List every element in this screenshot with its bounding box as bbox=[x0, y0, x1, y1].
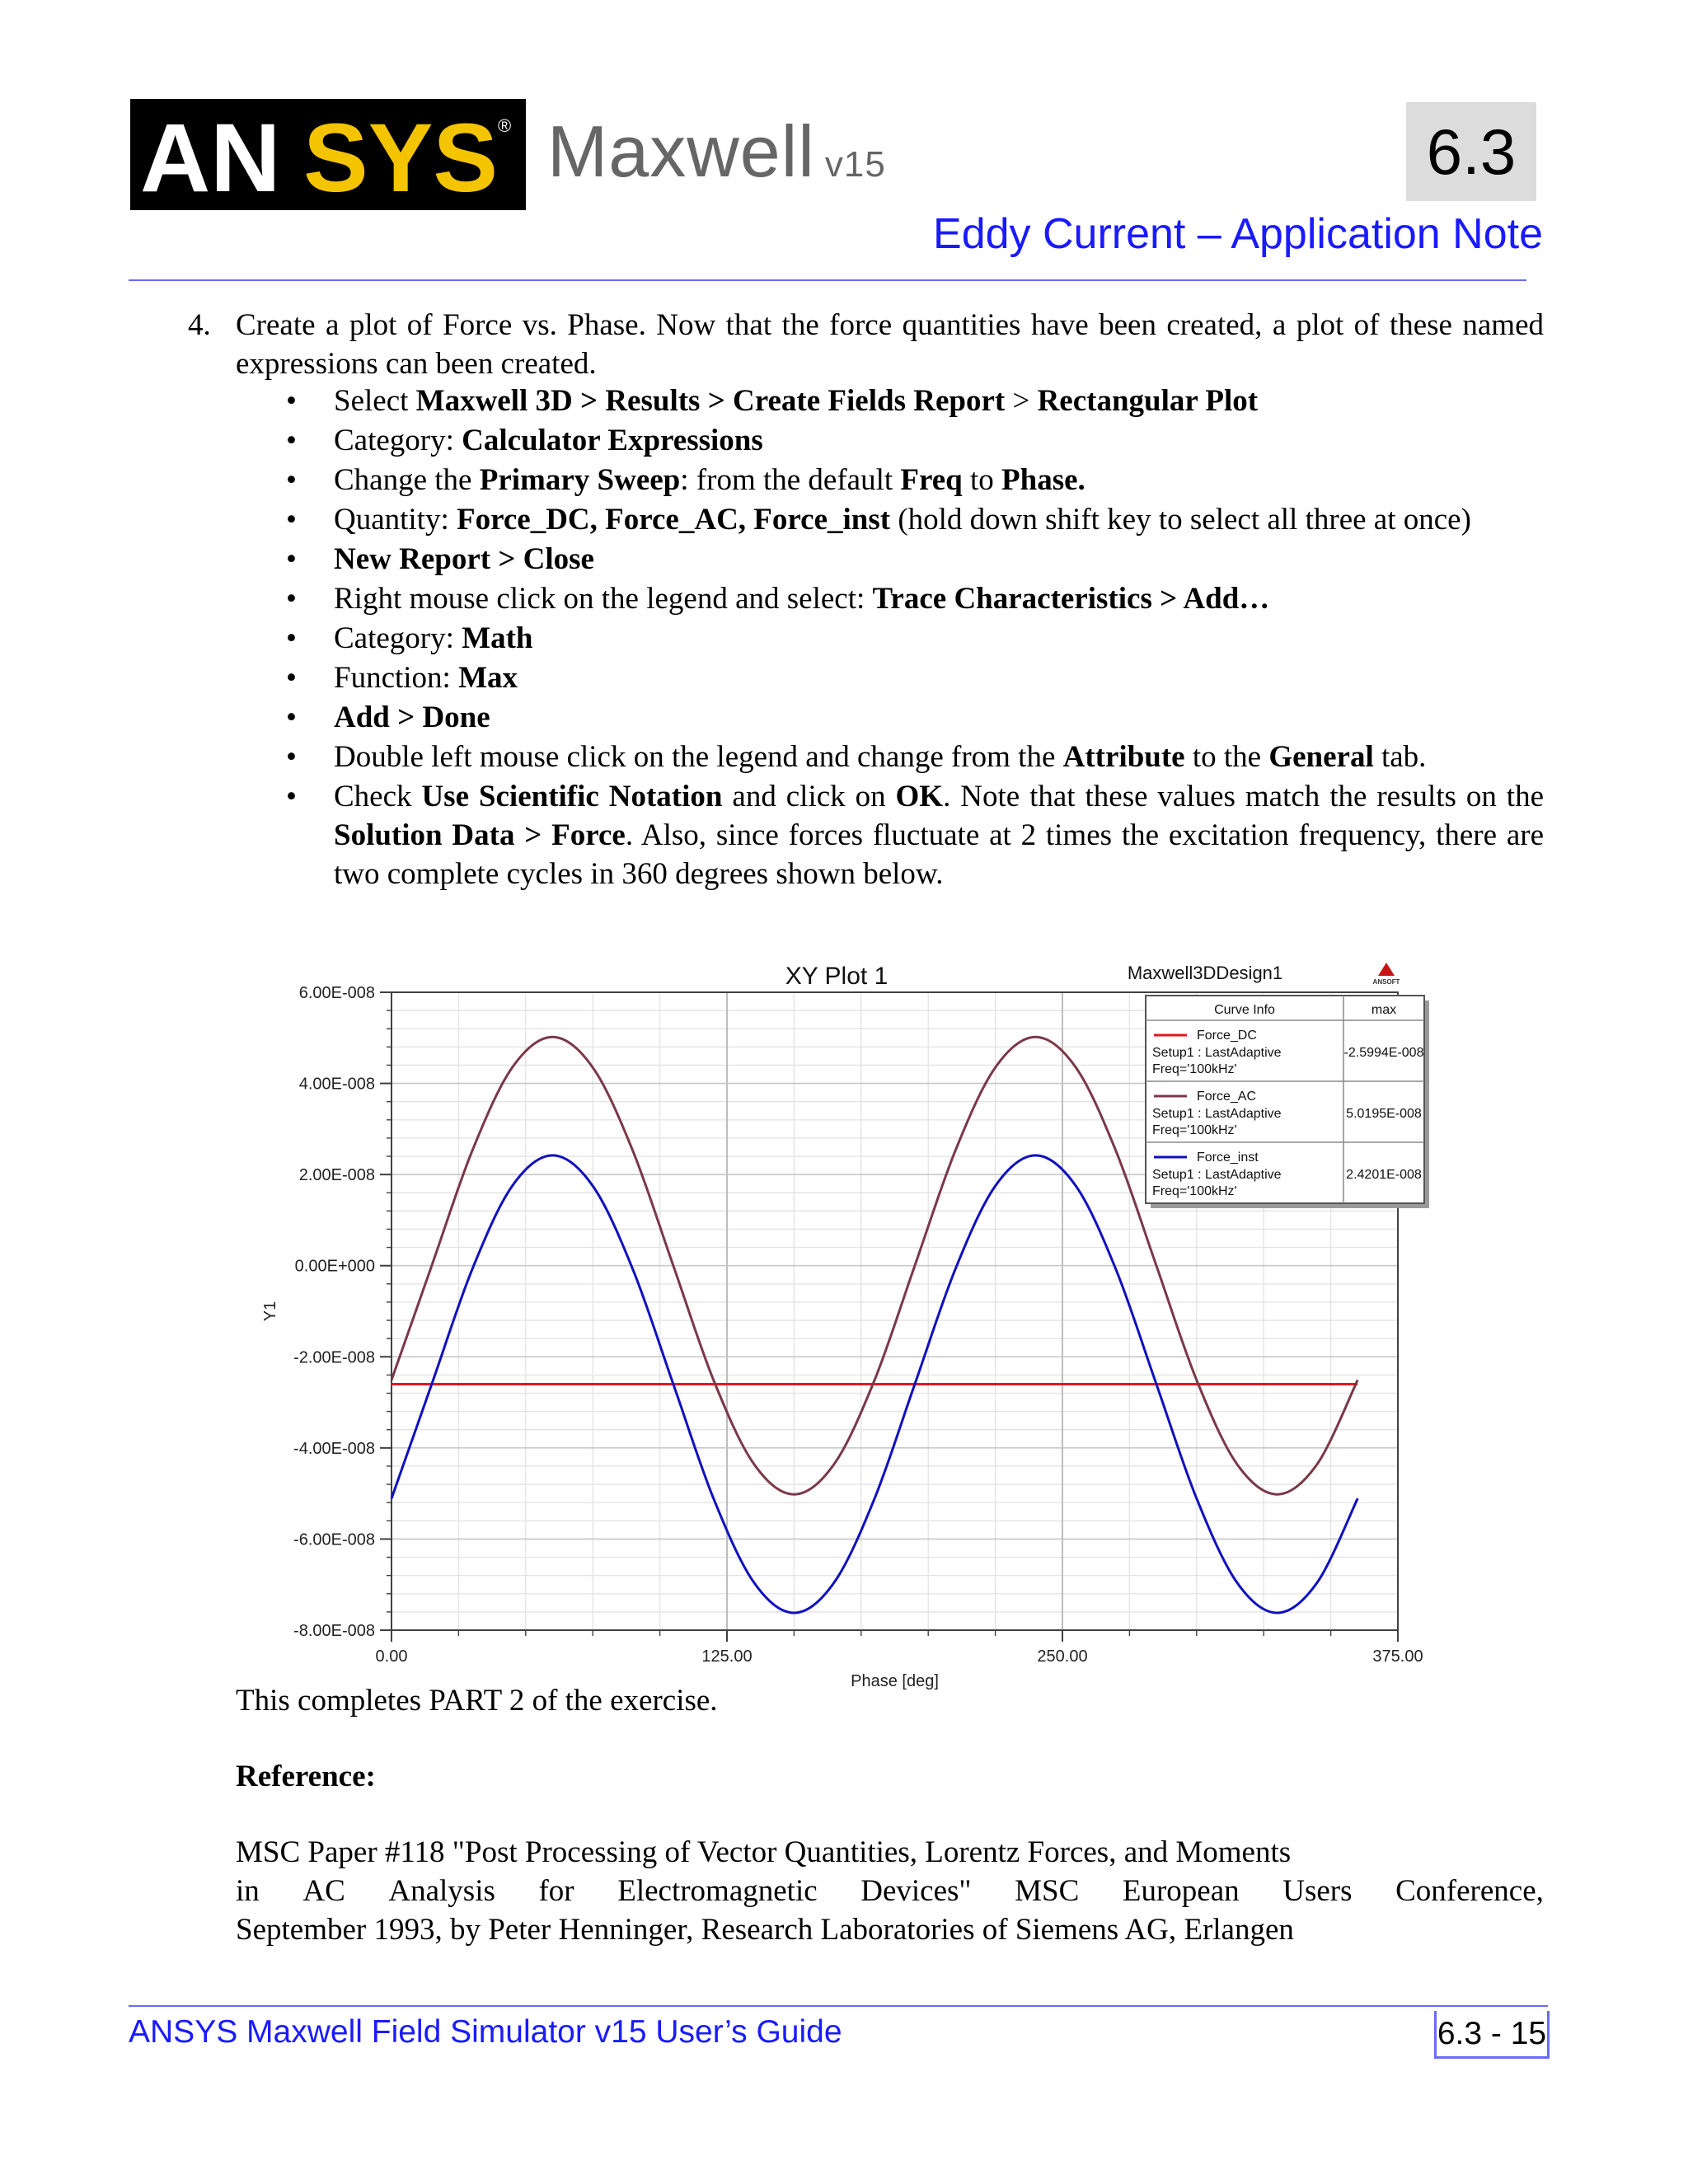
reference-word: AC bbox=[302, 1874, 345, 1908]
reference-word: in bbox=[236, 1874, 260, 1908]
instruction-text: Function: bbox=[334, 661, 459, 695]
x-tick-label: 125.00 bbox=[701, 1647, 753, 1666]
vendor-mark: ANSOFT bbox=[1372, 978, 1400, 986]
legend-series-name: Force_AC bbox=[1197, 1090, 1257, 1104]
bullet-icon: • bbox=[286, 542, 297, 576]
instruction-text: to the bbox=[1184, 740, 1269, 774]
instruction-text: : from the default bbox=[680, 463, 901, 497]
instruction-text: Attribute bbox=[1062, 740, 1185, 774]
instruction-text: to bbox=[962, 463, 1002, 497]
reference-word: MSC bbox=[1015, 1874, 1080, 1908]
page-number: 6.3 - 15 bbox=[1434, 2011, 1550, 2059]
application-note-title: Eddy Current – Application Note bbox=[933, 210, 1543, 258]
legend-series-setup: Setup1 : LastAdaptive bbox=[1152, 1046, 1282, 1060]
instruction-text: Double left mouse click on the legend and change from the bbox=[334, 740, 1063, 774]
step-text: Create a plot of Force vs. Phase. Now that the force quantities have been created, a plot of these named expressions can been created. bbox=[236, 308, 1544, 381]
bullet-icon: • bbox=[286, 621, 297, 655]
ansoft-logo-icon bbox=[1378, 963, 1395, 976]
legend-series-setup: Setup1 : LastAdaptive bbox=[1152, 1107, 1282, 1121]
legend-series-freq: Freq='100kHz' bbox=[1152, 1123, 1237, 1137]
instruction-item bbox=[284, 540, 1544, 579]
legend-series-setup: Setup1 : LastAdaptive bbox=[1152, 1168, 1282, 1182]
reference-word: Users bbox=[1282, 1874, 1353, 1908]
reference-word: Conference, bbox=[1395, 1874, 1544, 1908]
instruction-text: Add > Done bbox=[334, 701, 490, 734]
reference-line-3: September 1993, by Peter Henninger, Research Laboratories of Siemens AG, Erlangen bbox=[236, 1913, 1294, 1947]
instruction-text: (hold down shift key to select all three at once) bbox=[890, 503, 1471, 537]
bullet-icon: • bbox=[286, 701, 297, 734]
instruction-list bbox=[284, 382, 1544, 894]
reference-word: Electromagnetic bbox=[617, 1874, 818, 1908]
y-tick-label: -6.00E-008 bbox=[293, 1530, 375, 1549]
instruction-text: Trace Characteristics > Add… bbox=[872, 582, 1270, 616]
step-number: 4. bbox=[188, 308, 211, 342]
instruction-item bbox=[284, 698, 1544, 737]
header-divider bbox=[129, 279, 1526, 281]
product-version: v15 bbox=[824, 144, 886, 185]
instruction-item bbox=[284, 738, 1544, 776]
instruction-text: Category: bbox=[334, 621, 462, 655]
instruction-item bbox=[284, 658, 1544, 697]
instruction-text: New Report > Close bbox=[334, 542, 594, 576]
chart-title: XY Plot 1 bbox=[785, 963, 889, 990]
y-tick-label: 2.00E-008 bbox=[298, 1166, 375, 1185]
instruction-text: > bbox=[1005, 384, 1038, 418]
y-tick-label: 6.00E-008 bbox=[298, 984, 375, 1002]
legend-series-freq: Freq='100kHz' bbox=[1152, 1062, 1237, 1076]
instruction-item bbox=[284, 500, 1544, 539]
product-label: Maxwell bbox=[547, 110, 815, 192]
instruction-item bbox=[284, 461, 1544, 499]
instruction-item bbox=[284, 579, 1544, 618]
instruction-text: Rectangular Plot bbox=[1037, 384, 1259, 418]
instruction-text: Solution Data > Force bbox=[334, 818, 626, 852]
instruction-text: tab. bbox=[1373, 740, 1427, 774]
bullet-icon: • bbox=[286, 661, 297, 695]
instruction-text: . Also, since forces fluctuate at 2 times the excitation frequency, there are two complete cycles in 360 degrees shown below. bbox=[334, 818, 1544, 891]
instruction-text: Check bbox=[334, 780, 422, 813]
instruction-text: Category: bbox=[334, 424, 462, 457]
x-axis-label: Phase [deg] bbox=[851, 1672, 939, 1690]
instruction-text: Maxwell 3D > Results > Create Fields Report bbox=[415, 384, 1006, 418]
instruction-text: Max bbox=[458, 661, 518, 695]
reference-heading-text: Reference: bbox=[236, 1760, 376, 1793]
ansys-logo bbox=[130, 99, 526, 213]
completion-note: This completes PART 2 of the exercise. bbox=[236, 1684, 718, 1718]
instruction-item bbox=[284, 619, 1544, 658]
instruction-text: Freq bbox=[900, 463, 963, 497]
instruction-text: Phase. bbox=[1001, 463, 1085, 497]
reference-word: Devices" bbox=[860, 1874, 972, 1908]
xy-plot bbox=[256, 954, 1426, 1690]
reference-line-1: MSC Paper #118 "Post Processing of Vector Quantities, Lorentz Forces, and Moments bbox=[236, 1835, 1292, 1869]
logo-text-sys: SYS bbox=[303, 104, 499, 213]
legend-series-max: -2.5994E-008 bbox=[1343, 1046, 1424, 1060]
chapter-number: 6.3 bbox=[1406, 102, 1536, 201]
logo-text-an: AN bbox=[140, 104, 281, 213]
y-tick-label: 0.00E+000 bbox=[294, 1257, 375, 1276]
instruction-text: General bbox=[1268, 740, 1374, 774]
instruction-text: Use Scientific Notation bbox=[421, 780, 723, 813]
instruction-text: Force_DC, Force_AC, Force_inst bbox=[457, 503, 891, 537]
footer-title: ANSYS Maxwell Field Simulator v15 User’s Guide bbox=[129, 2014, 842, 2050]
y-tick-label: -4.00E-008 bbox=[293, 1439, 375, 1458]
step-4 bbox=[188, 306, 1544, 383]
instruction-item bbox=[284, 382, 1544, 420]
legend-series-max: 2.4201E-008 bbox=[1346, 1168, 1422, 1182]
bullet-icon: • bbox=[286, 424, 297, 457]
reference-word: for bbox=[538, 1874, 574, 1908]
reference-word: European bbox=[1122, 1874, 1240, 1908]
x-tick-label: 0.00 bbox=[375, 1647, 408, 1666]
instruction-item bbox=[284, 777, 1544, 893]
instruction-text: Select bbox=[334, 384, 416, 418]
legend-series-max: 5.0195E-008 bbox=[1346, 1107, 1422, 1121]
y-tick-label: -8.00E-008 bbox=[293, 1622, 375, 1640]
bullet-icon: • bbox=[286, 463, 297, 497]
instruction-text: Right mouse click on the legend and select: bbox=[334, 582, 873, 616]
instruction-text: OK bbox=[895, 780, 944, 813]
instruction-item bbox=[284, 421, 1544, 460]
instruction-text: Calculator Expressions bbox=[462, 424, 763, 457]
instruction-text: Primary Sweep bbox=[479, 463, 681, 497]
y-tick-label: -2.00E-008 bbox=[293, 1348, 375, 1367]
product-name bbox=[547, 110, 886, 194]
bullet-icon: • bbox=[286, 384, 297, 418]
legend-series-name: Force_inst bbox=[1197, 1151, 1259, 1165]
legend-header-max: max bbox=[1371, 1003, 1397, 1017]
reference-line-2 bbox=[236, 1872, 1544, 1910]
reference-word: Analysis bbox=[388, 1874, 495, 1908]
x-tick-label: 250.00 bbox=[1037, 1647, 1088, 1666]
x-tick-label: 375.00 bbox=[1372, 1647, 1423, 1666]
footer-divider bbox=[129, 2005, 1548, 2007]
y-axis-label: Y1 bbox=[261, 1301, 279, 1322]
reference-body bbox=[236, 1833, 1544, 1949]
design-name: Maxwell3DDesign1 bbox=[1127, 963, 1283, 983]
legend-header-curve-info: Curve Info bbox=[1214, 1003, 1275, 1017]
xy-plot-svg bbox=[256, 954, 1426, 1690]
legend-series-freq: Freq='100kHz' bbox=[1152, 1184, 1237, 1198]
instruction-text: Quantity: bbox=[334, 503, 457, 537]
instruction-text: Change the bbox=[334, 463, 480, 497]
bullet-icon: • bbox=[286, 780, 297, 813]
instruction-text: . Note that these values match the results on the bbox=[943, 780, 1544, 813]
instruction-text: and click on bbox=[722, 780, 896, 813]
bullet-icon: • bbox=[286, 740, 297, 774]
y-tick-label: 4.00E-008 bbox=[298, 1075, 375, 1094]
reference-heading bbox=[236, 1757, 376, 1796]
instruction-text: Math bbox=[462, 621, 533, 655]
bullet-icon: • bbox=[286, 582, 297, 616]
bullet-icon: • bbox=[286, 503, 297, 537]
logo-registered: ® bbox=[498, 115, 512, 136]
legend-series-name: Force_DC bbox=[1197, 1029, 1257, 1043]
